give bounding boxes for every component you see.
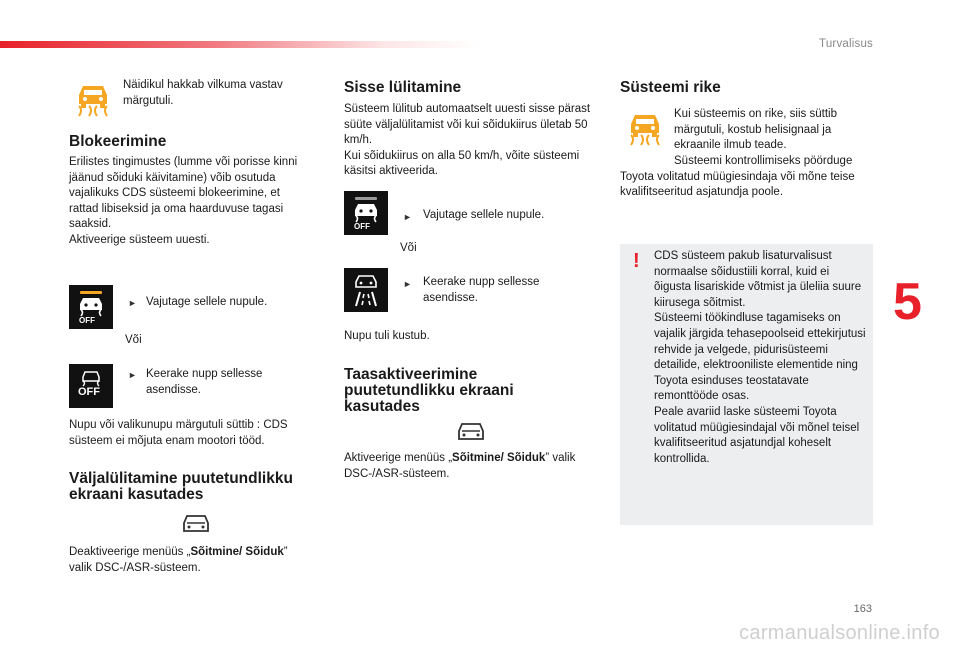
- arrow-bullet-icon: ►: [403, 212, 412, 222]
- deactivate-prefix: Deaktiveerige menüüs „: [69, 546, 191, 558]
- activate-menu-path: Sõitmine/ Sõiduk: [452, 452, 546, 464]
- cds-off-knob-tile: [69, 364, 113, 408]
- reactivate-title: Taasaktiveerimine puutetundlikku ekraani kasutades: [344, 366, 514, 415]
- or-text: Või: [125, 334, 142, 346]
- skid-warning-icon: [625, 111, 665, 147]
- turn-knob-text: Keerake nupp sellesse asendisse.: [423, 276, 540, 304]
- skid-warning-icon: [73, 82, 113, 118]
- turn-knob-text: Keerake nupp sellesse asendisse.: [146, 368, 263, 396]
- press-button-text: Vajutage sellele nupule.: [146, 296, 268, 308]
- cds-off-button-tile: [69, 285, 113, 329]
- note-paragraph-2: Süsteemi töökindluse tagamiseks on vajalik järgida tehasepoolseid ettekirjutusi rehvide ja velgede, pidurisüsteemi detailide, elektrooniliste elementide ning Toyota esinduses teostatavate remonttööde osas.: [654, 312, 866, 403]
- reactivate-note: Aktiveerige süsteem uuesti.: [69, 233, 210, 246]
- fault-text-2: Süsteemi kontrollimiseks pöörduge Toyota volitatud müügiesindaja või mõne teise kvalifitseeritud asjatundja poole.: [620, 155, 855, 199]
- blocking-title: Blokeerimine: [69, 133, 167, 150]
- activate-text: [344, 451, 604, 482]
- arrow-bullet-icon: ►: [403, 279, 412, 289]
- cds-knob-tile: [344, 268, 388, 312]
- switch-on-manual: Kui sõidukiirus on alla 50 km/h, võite süsteemi käsitsi aktiveerida.: [344, 149, 580, 178]
- switch-on-text: [344, 102, 594, 180]
- off-label: OFF: [78, 386, 100, 398]
- cds-button-tile: [344, 191, 388, 235]
- activate-prefix: Aktiveerige menüüs „: [344, 452, 453, 464]
- deactivate-text: [69, 545, 314, 576]
- blocking-paragraph: Erilistes tingimustes (lumme või porisse kinni jäänud sõiduki käivitamine) võib osutuda vajalikuks CDS süsteemi blokeerimine, et rattad libiseksid ja oma haarduvuse tagasi saaksid.: [69, 156, 298, 231]
- note-paragraph-1: CDS süsteem pakub lisaturvalisust normaalse sõidustiili korral, kuid ei õigusta lisariskide võtmist ja üleliia suure kiirusega sõitmist.: [654, 250, 862, 309]
- blocking-text: [69, 155, 299, 249]
- note-paragraph-3: Peale avariid laske süsteemi Toyota volitatud müügiesindajal või mõnel teisel kvalifitseeritud asjatundjal koheselt kontrollida.: [654, 405, 860, 465]
- press-button-text: Vajutage sellele nupule.: [423, 209, 545, 221]
- off-label: OFF: [354, 222, 370, 231]
- arrow-bullet-icon: ►: [128, 370, 137, 380]
- chapter-number: 5: [893, 273, 922, 331]
- fault-text: Kui süsteemis on rike, siis süttib märgutuli, kostub helisignaal ja ekraanile ilmub teade.: [674, 108, 837, 152]
- deactivate-line2: valik DSC-/ASR-süsteem.: [69, 561, 201, 574]
- activate-suffix: ” valik: [545, 452, 576, 464]
- car-outline-icon: [456, 420, 486, 442]
- arrow-bullet-icon: ►: [128, 298, 137, 308]
- deactivate-suffix: ”: [283, 546, 288, 558]
- touchscreen-title: Väljalülitamine puutetundlikku ekraani kasutades: [69, 470, 293, 503]
- deactivate-menu-path: Sõitmine/ Sõiduk: [190, 546, 284, 558]
- intro-text: Näidikul hakkab vilkuma vastav märgutuli.: [123, 79, 283, 107]
- switch-on-paragraph: Süsteem lülitub automaatselt uuesti sisse pärast süüte väljalülitamist või kui sõidukiirus ületab 50 km/h.: [344, 103, 591, 147]
- fault-title: Süsteemi rike: [620, 79, 721, 96]
- switch-on-title: Sisse lülitamine: [344, 79, 462, 96]
- section-label: Turvalisus: [819, 38, 873, 50]
- watermark: carmanualsonline.info: [739, 622, 940, 644]
- header-accent-bar: [0, 41, 480, 48]
- status-text: Nupu või valikunupu märgutuli süttib : CDS süsteem ei mõjuta enam mootori tööd.: [69, 419, 288, 447]
- note-text: [654, 249, 866, 467]
- or-text: Või: [400, 242, 417, 254]
- off-label: OFF: [79, 316, 95, 325]
- light-off-text: Nupu tuli kustub.: [344, 330, 430, 342]
- warning-exclamation-icon: !: [633, 250, 640, 272]
- activate-line2: DSC-/ASR-süsteem.: [344, 467, 450, 480]
- page-number: 163: [853, 603, 872, 615]
- car-outline-icon: [181, 512, 211, 534]
- cds-on-knob-icon: [344, 268, 388, 312]
